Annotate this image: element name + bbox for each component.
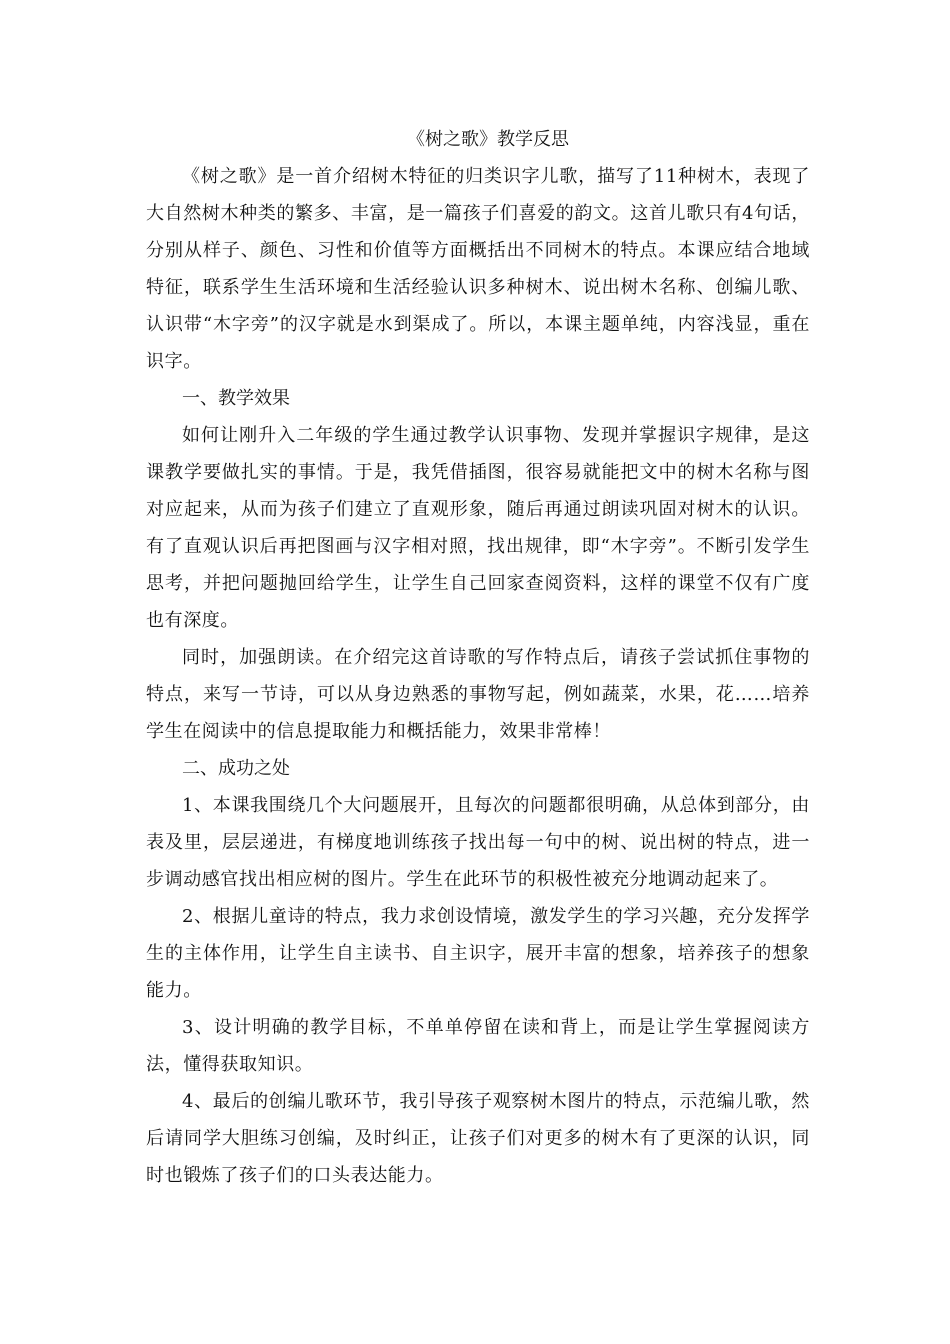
success-item-3: 3、设计明确的教学目标，不单单停留在读和背上，而是让学生掌握阅读方法，懂得获取知识。 xyxy=(146,1017,810,1075)
success-item-1: 1、本课我围绕几个大问题展开，且每次的问题都很明确，从总体到部分，由表及里，层层递进，有梯度地训练孩子找出每一句中的树、说出树的特点，进一步调动感官找出相应树的图片。学生在此环节的积极性被充分地调动起来了。 xyxy=(146,795,810,890)
document-body xyxy=(146,122,810,1194)
section-heading-successes: 二、成功之处 xyxy=(182,758,290,779)
section-heading-teaching-effect: 一、教学效果 xyxy=(182,388,290,409)
section1-paragraph: 如何让刚升入二年级的学生通过教学认识事物、发现并掌握识字规律，是这课教学要做扎实的事情。于是，我凭借插图，很容易就能把文中的树木名称与图对应起来，从而为孩子们建立了直观形象，随后再通过朗读巩固对树木的认识。有了直观认识后再把图画与汉字相对照，找出规律，即“木字旁”。不断引发学生思考，并把问题抛回给学生，让学生自己回家查阅资料，这样的课堂不仅有广度也有深度。 xyxy=(146,425,810,631)
section1-paragraph: 同时，加强朗读。在介绍完这首诗歌的写作特点后，请孩子尝试抓住事物的特点，来写一节诗，可以从身边熟悉的事物写起，例如蔬菜，水果，花……培养学生在阅读中的信息提取能力和概括能力，效果非常棒！ xyxy=(146,647,810,742)
intro-paragraph: 《树之歌》是一首介绍树木特征的归类识字儿歌，描写了11种树木，表现了大自然树木种类的繁多、丰富，是一篇孩子们喜爱的韵文。这首儿歌只有4句话，分别从样子、颜色、习性和价值等方面概括出不同树木的特点。本课应结合地域特征，联系学生生活环境和生活经验认识多种树木、说出树木名称、创编儿歌、认识带“木字旁”的汉字就是水到渠成了。所以，本课主题单纯，内容浅显，重在识字。 xyxy=(146,166,810,372)
success-item-4: 4、最后的创编儿歌环节，我引导孩子观察树木图片的特点，示范编儿歌，然后请同学大胆练习创编，及时纠正，让孩子们对更多的树木有了更深的认识，同时也锻炼了孩子们的口头表达能力。 xyxy=(146,1091,810,1186)
success-item-2: 2、根据儿童诗的特点，我力求创设情境，激发学生的学习兴趣，充分发挥学生的主体作用，让学生自主读书、自主识字，展开丰富的想象，培养孩子的想象能力。 xyxy=(146,906,810,1001)
document-title: 《树之歌》教学反思 xyxy=(407,129,569,150)
